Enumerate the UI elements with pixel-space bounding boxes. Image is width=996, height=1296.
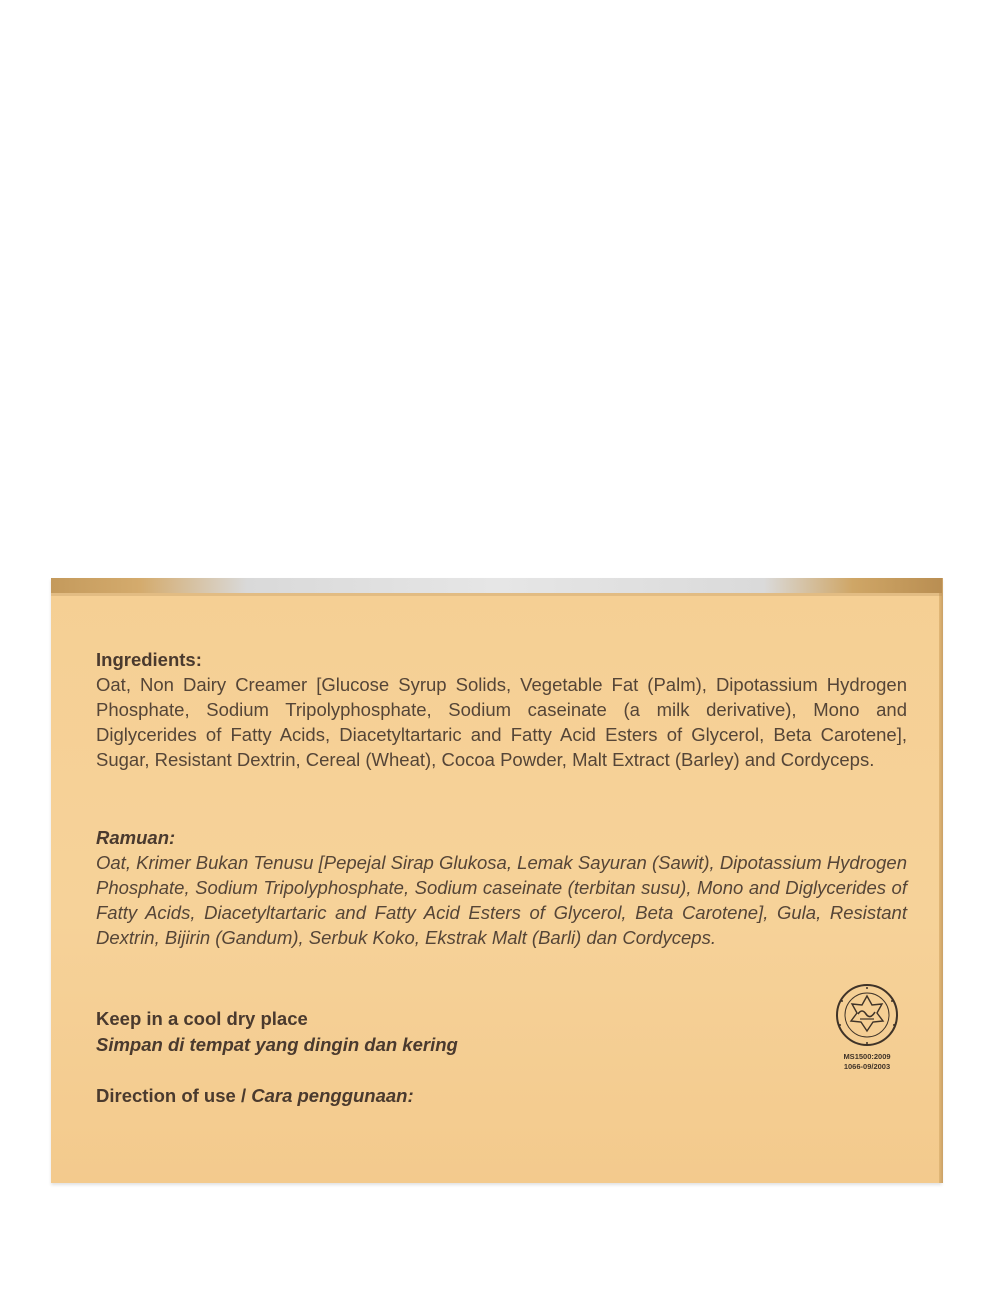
direction-english: Direction of use bbox=[96, 1085, 236, 1106]
direction-of-use bbox=[96, 1083, 414, 1109]
ramuan-heading: Ramuan: bbox=[96, 827, 176, 848]
halal-certification-logo-icon bbox=[837, 985, 897, 1045]
box-top-flap bbox=[51, 578, 942, 593]
storage-english: Keep in a cool dry place bbox=[96, 1008, 308, 1029]
direction-separator: / bbox=[240, 1085, 247, 1106]
direction-malay: Cara penggunaan: bbox=[251, 1085, 414, 1106]
storage-instructions bbox=[96, 1006, 458, 1058]
box-side-edge bbox=[939, 578, 943, 1183]
halal-standard: MS1500:2009 bbox=[843, 1052, 891, 1061]
ingredients-text: Oat, Non Dairy Creamer [Glucose Syrup Solids, Vegetable Fat (Palm), Dipotassium Hydrogen Phosphate, Sodium Tripolyphosphate, Sodium caseinate (a milk derivative), Mono and Diglycerides of Fatty Acids, Diacetyltartaric and Fatty Acid Esters of Glycerol, Beta Carotene], Sugar, Resistant Dextrin, Cereal (Wheat), Cocoa Powder, Malt Extract (Barley) and Cordyceps. bbox=[96, 674, 907, 770]
halal-logo bbox=[828, 981, 906, 1077]
ingredients-heading: Ingredients: bbox=[96, 649, 202, 670]
storage-malay: Simpan di tempat yang dingin dan kering bbox=[96, 1034, 458, 1055]
flap-shadow bbox=[51, 593, 942, 596]
halal-code: 1066-09/2003 bbox=[843, 1062, 891, 1071]
ramuan-text: Oat, Krimer Bukan Tenusu [Pepejal Sirap Glukosa, Lemak Sayuran (Sawit), Dipotassium Hydrogen Phosphate, Sodium Tripolyphosphate, Sodium caseinate (terbitan susu), Mono and Diglycerides of Fatty Acids, Diacetyltartaric and Fatty Acid Esters of Glycerol, Beta Carotene], Gula, Resistant Dextrin, Bijirin (Gandum), Serbuk Koko, Ekstrak Malt (Barli) dan Cordyceps. bbox=[96, 852, 907, 948]
ramuan-section bbox=[96, 825, 907, 950]
ingredients-section bbox=[96, 647, 907, 772]
